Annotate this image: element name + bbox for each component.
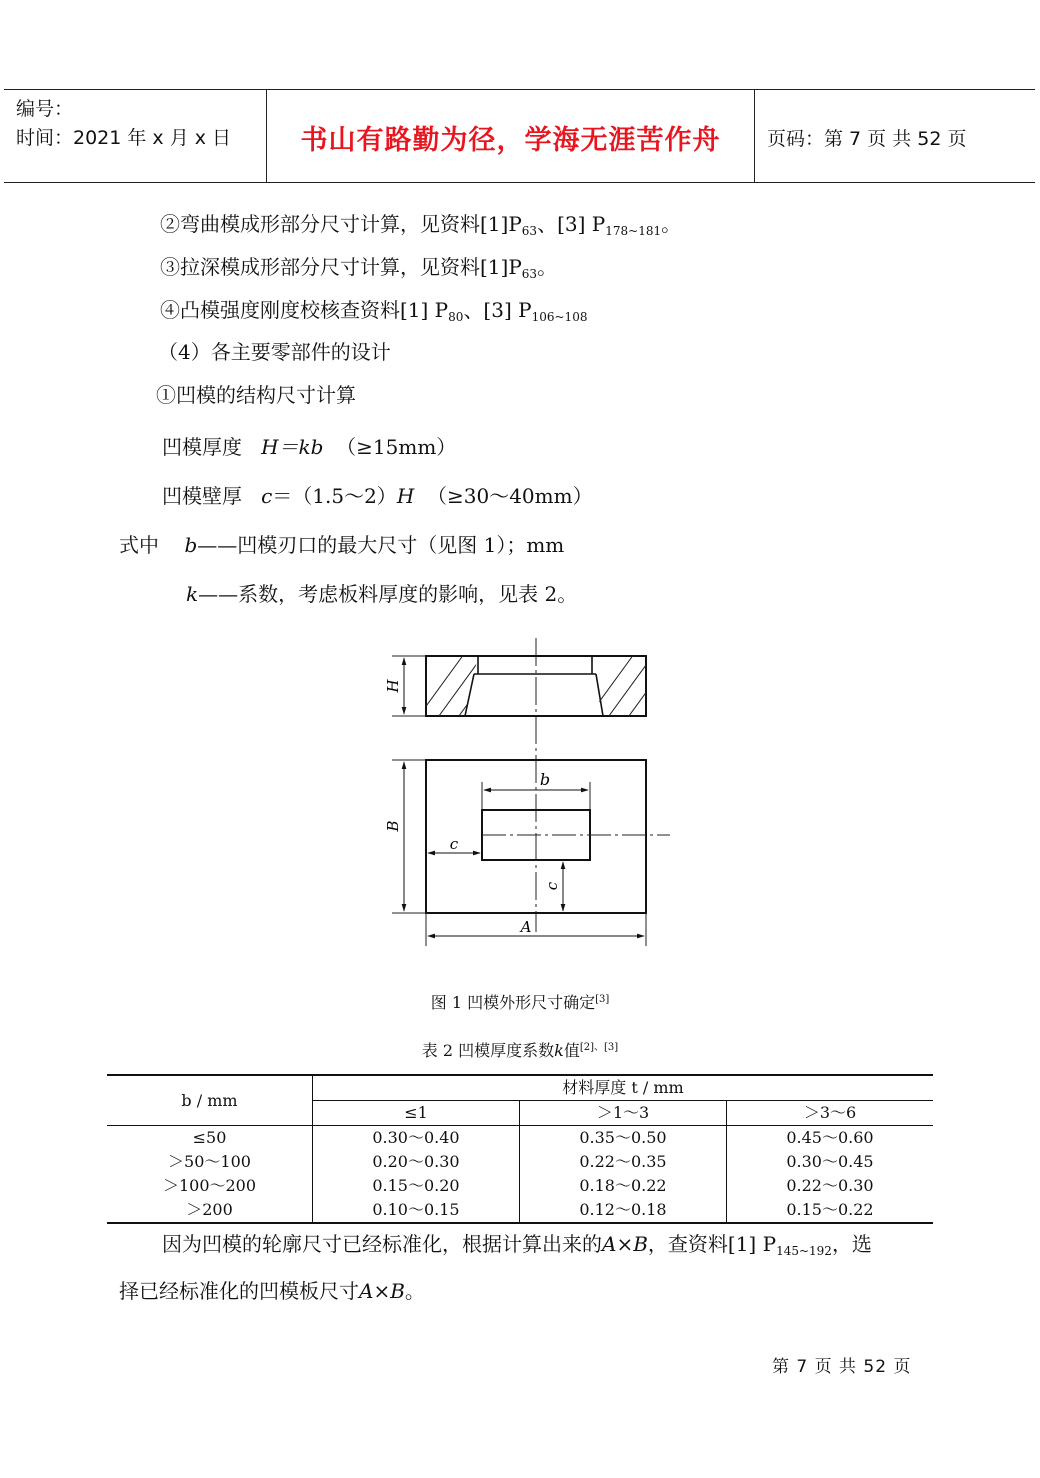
paragraph-standardized-line2 bbox=[119, 1281, 425, 1301]
formula-note: （≥15mm） bbox=[336, 435, 457, 459]
paragraph-standardized-line1 bbox=[162, 1234, 872, 1257]
table-subheader: ＞1～3 bbox=[520, 1101, 727, 1126]
subscript: 178~181 bbox=[605, 224, 662, 238]
formula: ＝（1.5～2） bbox=[272, 484, 397, 508]
text-segment: ，查资料[1] P bbox=[647, 1232, 777, 1256]
table-subheader: ＞3～6 bbox=[727, 1101, 934, 1126]
section-taper bbox=[596, 674, 603, 716]
subscript: 145~192 bbox=[776, 1244, 832, 1258]
table-caption-var: k bbox=[554, 1041, 564, 1060]
text-segment: 因为凹模的轮廓尺寸已经标准化，根据计算出来的 bbox=[162, 1232, 602, 1256]
formula-var: H bbox=[396, 484, 415, 508]
text-segment: 。 bbox=[404, 1279, 425, 1303]
text-segment: ，选 bbox=[831, 1232, 872, 1256]
dim-label-H: H bbox=[384, 679, 402, 693]
coefficient-table bbox=[107, 1074, 933, 1224]
document-time-label: 时间：2021 年 x 月 x 日 bbox=[16, 127, 232, 149]
text-line-drawing bbox=[160, 257, 557, 280]
figure-caption-text: 图 1 凹模外形尺寸确定 bbox=[430, 993, 596, 1012]
document-number-label: 编号： bbox=[16, 98, 74, 120]
definition-text: ——系数，考虑板料厚度的影响，见表 2。 bbox=[198, 582, 578, 606]
page-header bbox=[4, 89, 1035, 183]
header-motto: 书山有路勤为径，学海无涯苦作舟 bbox=[300, 125, 721, 156]
definition-b bbox=[119, 535, 564, 555]
table-caption-text: 表 2 凹模厚度系数 bbox=[421, 1041, 555, 1060]
table-caption bbox=[0, 1038, 1040, 1061]
subscript: 63 bbox=[521, 267, 538, 281]
table-cell: 0.18～0.22 bbox=[520, 1174, 727, 1198]
formula-note: （≥30～40mm） bbox=[426, 484, 593, 508]
text-segment: ②弯曲模成形部分尺寸计算，见资料[1]P bbox=[160, 212, 522, 236]
table-cell: 0.22～0.30 bbox=[786, 1176, 874, 1195]
table-cell: 0.12～0.18 bbox=[520, 1198, 727, 1223]
table-row bbox=[107, 1198, 933, 1223]
table-header-b: b / mm bbox=[107, 1075, 313, 1126]
dim-label-c-vertical: c bbox=[543, 881, 561, 891]
text-segment: 、[3] P bbox=[537, 212, 606, 236]
header-page-cell bbox=[755, 90, 1035, 182]
table-cell: 0.15～0.20 bbox=[313, 1174, 520, 1198]
text-segment: ③拉深模成形部分尺寸计算，见资料[1]P bbox=[160, 255, 522, 279]
table-cell: ＞50～100 bbox=[107, 1150, 313, 1174]
figure-caption-ref: [3] bbox=[595, 994, 610, 1005]
table-cell: 0.45～0.60 bbox=[786, 1128, 874, 1147]
table-cell: 0.15～0.22 bbox=[727, 1198, 934, 1223]
header-motto-cell bbox=[267, 90, 755, 182]
text-segment: 。 bbox=[661, 212, 682, 236]
formula: H＝kb bbox=[261, 435, 324, 459]
text-segment: 择已经标准化的凹模板尺寸 bbox=[119, 1279, 359, 1303]
table-cell: ＞200 bbox=[107, 1198, 313, 1223]
formula-die-thickness bbox=[162, 437, 456, 457]
subscript: 63 bbox=[521, 224, 538, 238]
table-cell: ＞100～200 bbox=[107, 1174, 313, 1198]
table-cell: 0.22～0.35 bbox=[520, 1150, 727, 1174]
hatch-right bbox=[570, 632, 680, 742]
table-cell: 0.35～0.50 bbox=[520, 1126, 727, 1151]
dim-label-c: c bbox=[449, 835, 459, 853]
table-row bbox=[107, 1174, 933, 1198]
header-meta-cell bbox=[4, 90, 267, 182]
definition-text: ——凹模刃口的最大尺寸（见图 1）；mm bbox=[197, 533, 565, 557]
table-cell: 0.30～0.40 bbox=[313, 1126, 520, 1151]
subscript: 80 bbox=[448, 310, 464, 324]
table-row bbox=[107, 1150, 933, 1174]
table-cell: 0.30～0.45 bbox=[786, 1152, 874, 1171]
formula-die-wall bbox=[162, 486, 593, 506]
die-dimension-figure bbox=[370, 632, 680, 952]
text-line-punch-check bbox=[160, 300, 587, 323]
text-segment: 。 bbox=[537, 255, 558, 279]
dim-label-A: A bbox=[520, 918, 532, 936]
table-subheader: ≤1 bbox=[313, 1101, 520, 1126]
text-segment: 、[3] P bbox=[463, 298, 532, 322]
table-header-row bbox=[107, 1075, 933, 1101]
hatch-left bbox=[400, 632, 540, 742]
header-page-number: 页码：第 7 页 共 52 页 bbox=[767, 128, 967, 150]
text-segment: ④凸模强度刚度校核查资料[1] P bbox=[160, 298, 449, 322]
table-caption-ref: [2]、[3] bbox=[579, 1042, 619, 1053]
table-cell: 0.10～0.15 bbox=[313, 1198, 520, 1223]
text-line-bending bbox=[160, 214, 681, 237]
formula-var: c bbox=[261, 484, 273, 508]
formula-var: A×B bbox=[602, 1232, 648, 1256]
definition-var: b bbox=[184, 533, 198, 557]
formula-var: A×B bbox=[359, 1279, 405, 1303]
dim-label-B: B bbox=[384, 820, 402, 832]
definition-k bbox=[186, 584, 577, 604]
dim-label-b: b bbox=[539, 770, 551, 789]
table-cell: ≤50 bbox=[107, 1126, 313, 1151]
table-cell: 0.20～0.30 bbox=[313, 1150, 520, 1174]
definition-var: k bbox=[186, 582, 199, 606]
page-footer: 第 7 页 共 52 页 bbox=[772, 1357, 912, 1377]
formula-label: 凹模厚度 bbox=[162, 435, 242, 459]
table-header-material: 材料厚度 t / mm bbox=[313, 1075, 934, 1101]
subscript: 106~108 bbox=[531, 310, 588, 324]
figure-caption bbox=[0, 990, 1040, 1013]
section-taper bbox=[465, 674, 474, 716]
table-caption-text: 值 bbox=[563, 1041, 580, 1060]
definition-prefix: 式中 bbox=[119, 533, 159, 557]
subsection-heading: ①凹模的结构尺寸计算 bbox=[156, 383, 356, 407]
formula-label: 凹模壁厚 bbox=[162, 484, 242, 508]
table-row bbox=[107, 1126, 933, 1151]
section-heading: （4）各主要零部件的设计 bbox=[158, 340, 391, 364]
